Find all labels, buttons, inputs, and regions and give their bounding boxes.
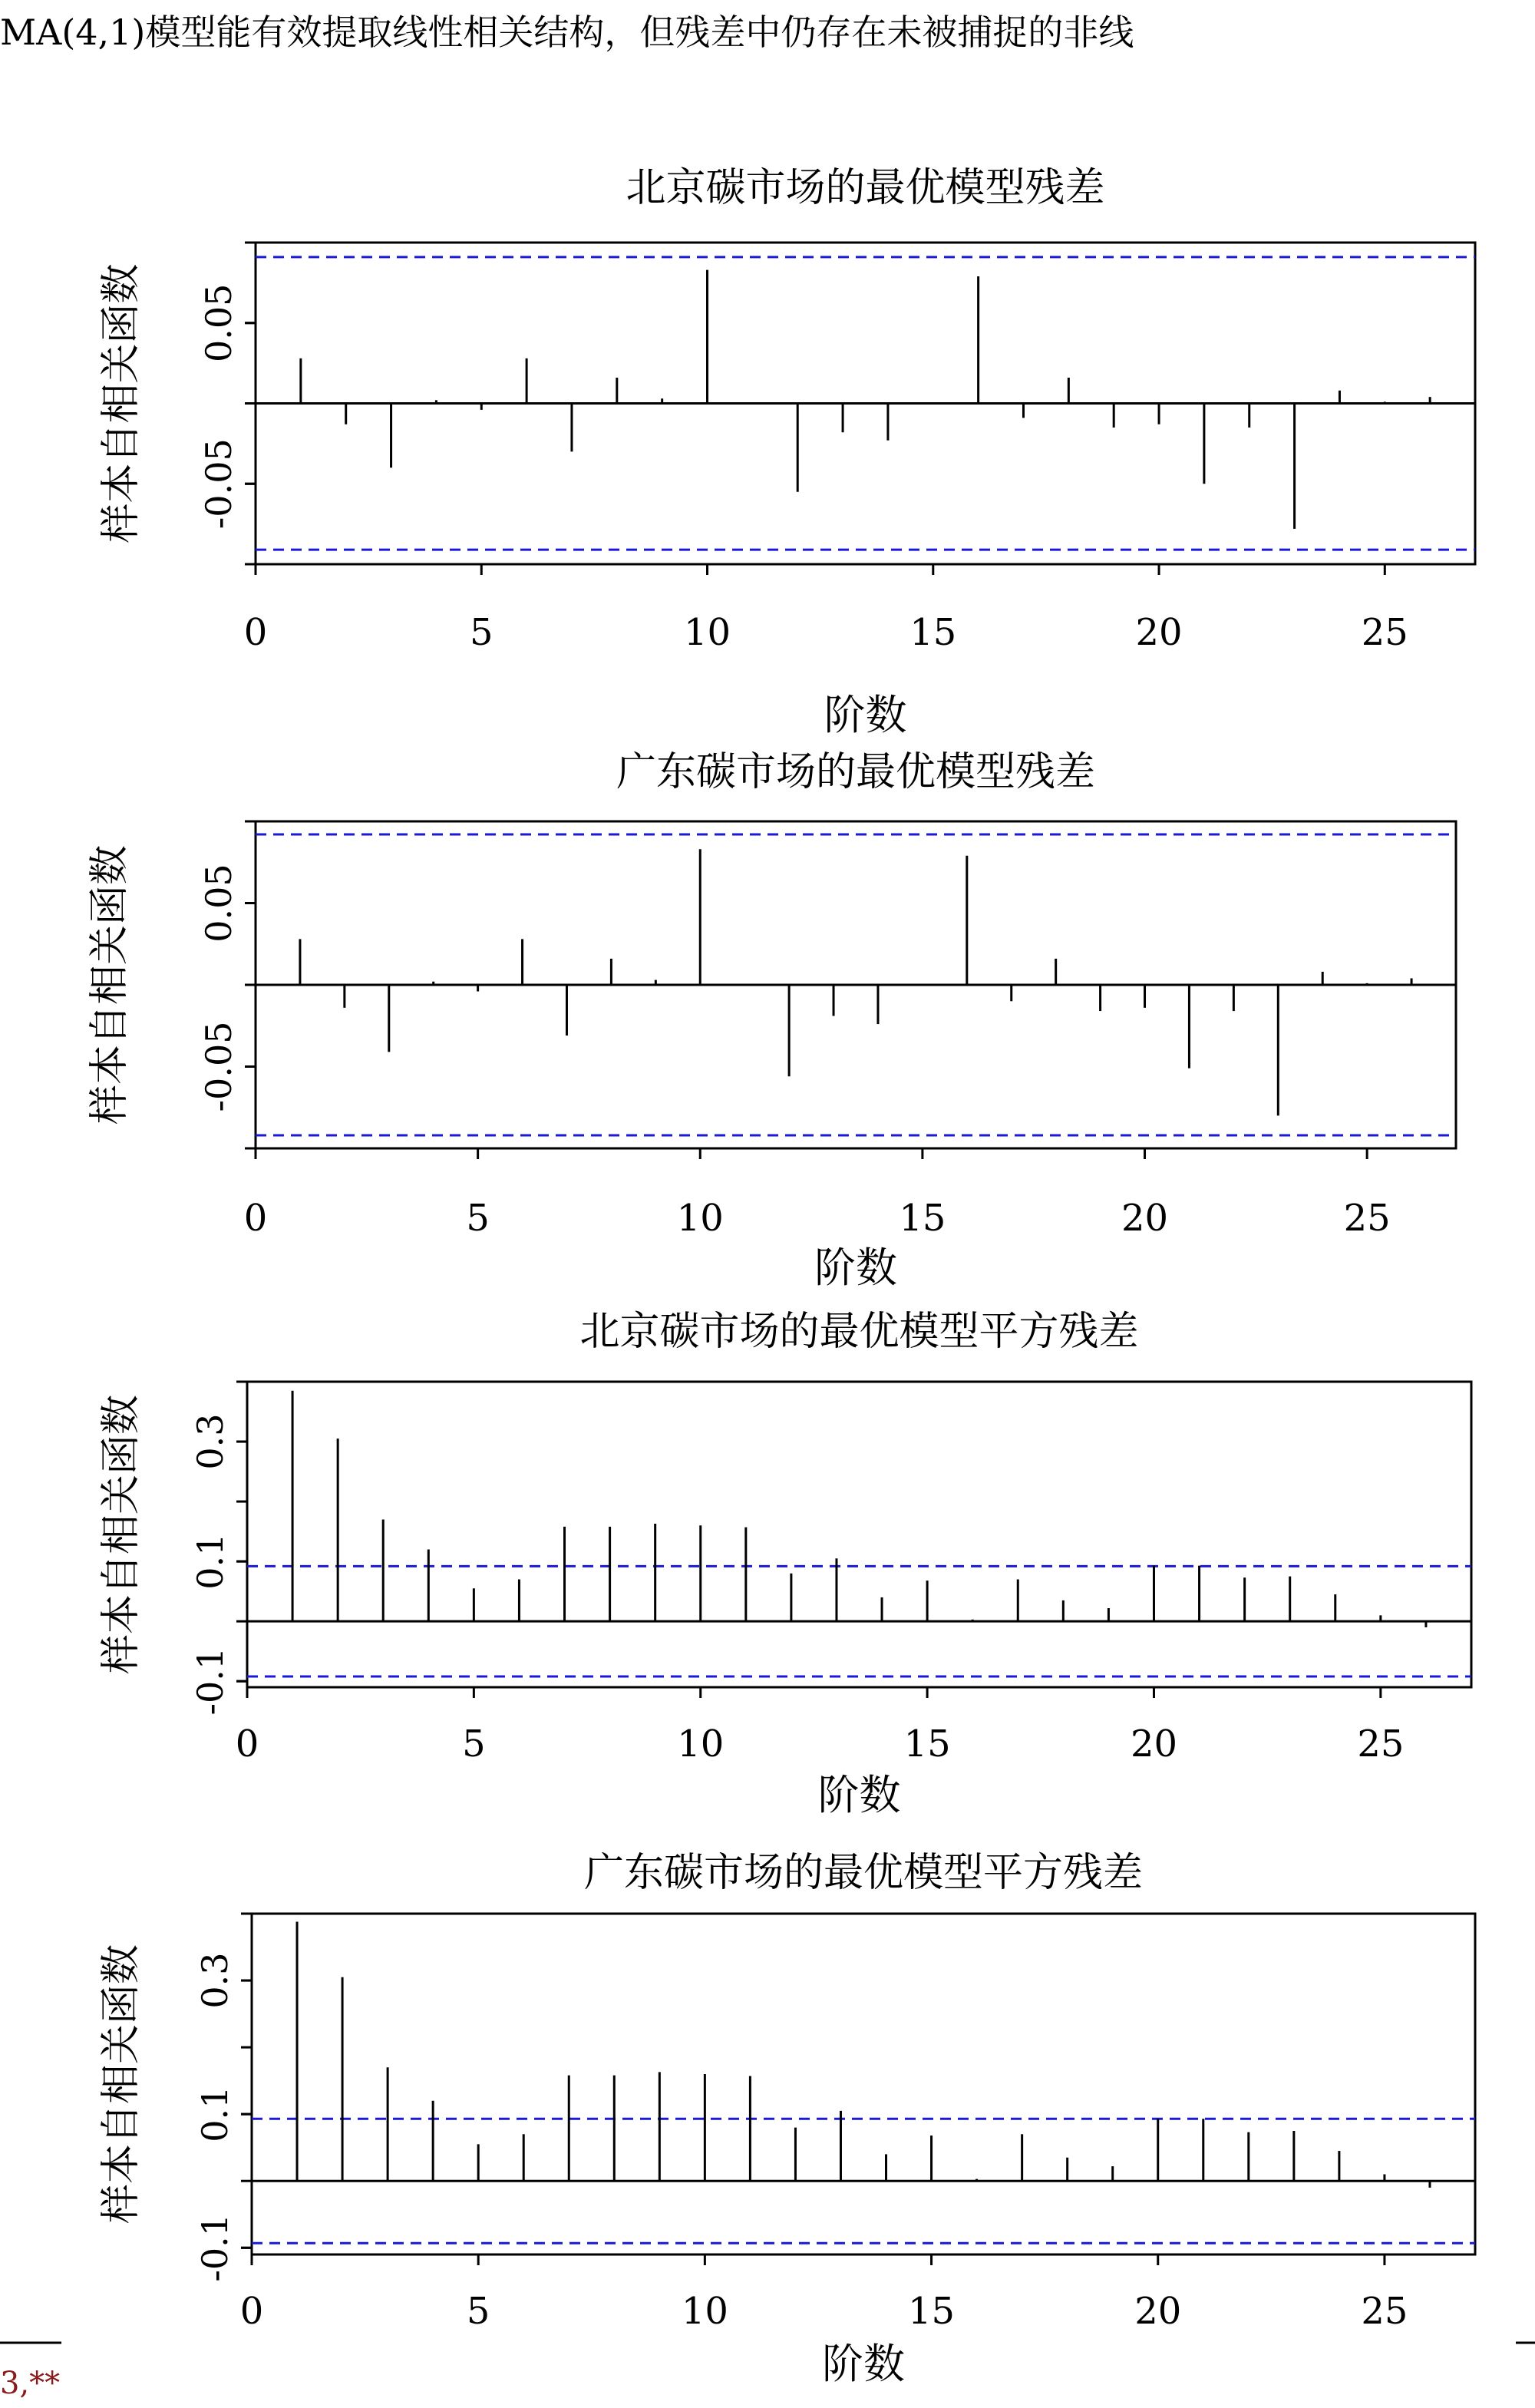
x-tick-label: 20	[1130, 1723, 1178, 1766]
x-tick-label: 15	[899, 1197, 946, 1240]
y-axis-label: 样本自相关函数	[98, 1394, 144, 1675]
y-axis-label: 样本自相关函数	[87, 844, 133, 1125]
footer-note: 3,**	[0, 2366, 61, 2401]
y-tick-label: 0.1	[190, 1533, 231, 1590]
x-tick-label: 10	[676, 1197, 724, 1240]
y-tick-label: -0.1	[194, 2213, 236, 2282]
x-tick-label: 25	[1361, 2290, 1408, 2333]
x-tick-label: 20	[1121, 1197, 1169, 1240]
plot-frame	[247, 1382, 1471, 1687]
x-tick-label: 0	[243, 611, 268, 654]
chart-panel-4	[98, 1850, 1475, 2388]
x-tick-label: 25	[1361, 611, 1408, 654]
y-tick-label: -0.05	[198, 438, 239, 530]
x-axis-label: 阶数	[814, 1244, 897, 1292]
x-axis-label: 阶数	[824, 691, 907, 739]
chart-title: 广东碳市场的最优模型残差	[616, 749, 1096, 795]
x-tick-label: 25	[1343, 1197, 1391, 1240]
chart-panel-2	[87, 749, 1456, 1292]
chart-title: 北京碳市场的最优模型平方残差	[579, 1309, 1139, 1355]
x-tick-label: 10	[677, 1723, 725, 1766]
x-tick-label: 0	[243, 1197, 268, 1240]
chart-panel-3	[98, 1309, 1471, 1819]
y-tick-label: 0.3	[190, 1413, 231, 1470]
y-tick-label: 0.05	[198, 283, 239, 362]
y-tick-label: 0.3	[194, 1952, 236, 2009]
x-tick-label: 20	[1134, 2290, 1182, 2333]
chart-panel-1	[98, 165, 1475, 739]
x-tick-label: 5	[462, 1723, 486, 1766]
x-axis-label: 阶数	[822, 2340, 905, 2388]
chart-title: 广东碳市场的最优模型平方残差	[583, 1850, 1144, 1896]
x-tick-label: 20	[1135, 611, 1183, 654]
y-tick-label: 0.1	[194, 2086, 236, 2142]
charts-area	[87, 165, 1475, 2388]
x-tick-label: 15	[903, 1723, 951, 1766]
x-tick-label: 0	[235, 1723, 259, 1766]
x-tick-label: 10	[681, 2290, 728, 2333]
y-tick-label: -0.1	[190, 1647, 231, 1716]
x-tick-label: 15	[908, 2290, 956, 2333]
y-axis-label: 样本自相关函数	[98, 1944, 144, 2225]
y-tick-label: 0.05	[198, 864, 239, 943]
chart-title: 北京碳市场的最优模型残差	[626, 165, 1105, 211]
x-tick-label: 5	[466, 1197, 490, 1240]
y-tick-label: -0.05	[198, 1021, 239, 1112]
x-tick-label: 0	[239, 2290, 264, 2333]
x-tick-label: 5	[466, 2290, 490, 2333]
y-axis-label: 样本自相关函数	[98, 263, 144, 543]
header-text: MA(4,1)模型能有效提取线性相关结构，但残差中仍存在未被捕捉的非线	[0, 12, 1134, 53]
x-tick-label: 10	[683, 611, 731, 654]
x-axis-label: 阶数	[817, 1771, 901, 1819]
x-tick-label: 15	[909, 611, 957, 654]
x-tick-label: 25	[1357, 1723, 1405, 1766]
x-tick-label: 5	[469, 611, 494, 654]
plot-frame	[252, 1914, 1475, 2254]
